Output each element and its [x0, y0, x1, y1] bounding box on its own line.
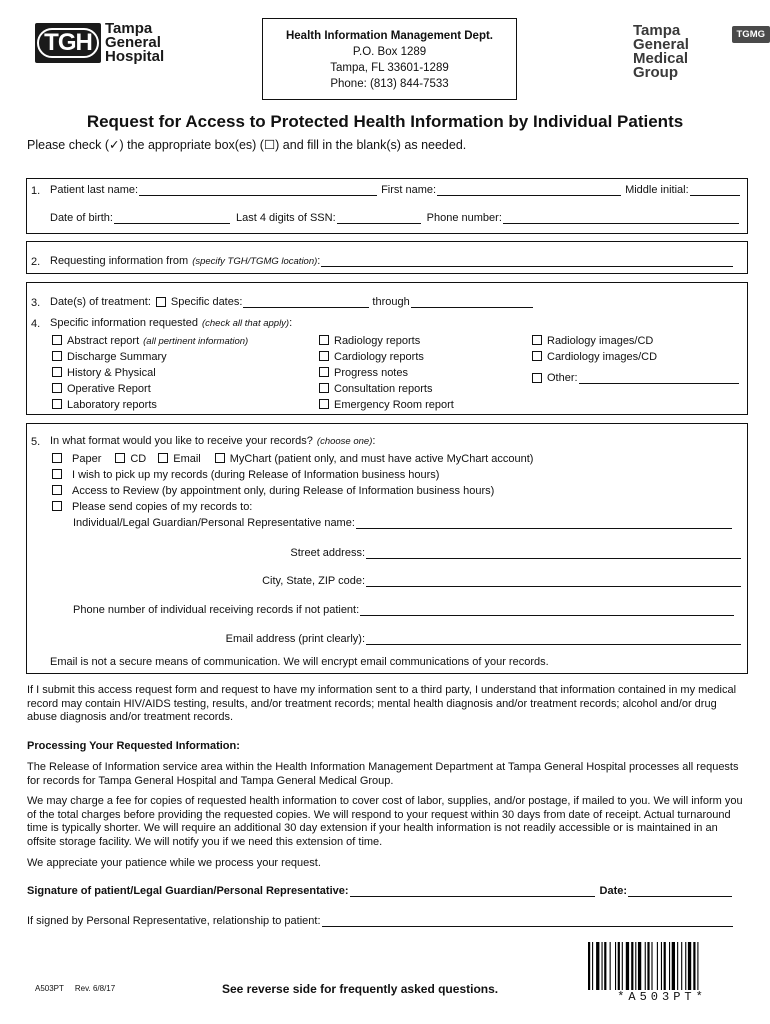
format-label: In what format would you like to receive your records? — [50, 435, 313, 447]
relationship-field[interactable] — [322, 916, 733, 927]
rep-name-field[interactable] — [356, 518, 732, 529]
section-5-number: 5. — [31, 436, 41, 448]
form-code: A503PT Rev. 6/8/17 — [35, 984, 116, 993]
department-address-box — [262, 18, 517, 100]
email-checkbox[interactable] — [158, 453, 168, 463]
radiology-reports-checkbox[interactable] — [319, 335, 329, 345]
email-address-label: Email address (print clearly): — [225, 633, 365, 645]
reverse-side-note: See reverse side for frequently asked questions. — [222, 982, 499, 996]
section-1-number: 1. — [31, 185, 41, 197]
street-label: Street address: — [290, 547, 365, 559]
mychart-checkbox[interactable] — [215, 453, 225, 463]
cardiology-images-checkbox[interactable] — [532, 351, 542, 361]
laboratory-reports-checkbox[interactable] — [52, 399, 62, 409]
first-name-label: First name: — [381, 184, 437, 196]
history-physical-checkbox[interactable] — [52, 367, 62, 377]
department-city: Tampa, FL 33601-1289 — [330, 62, 449, 74]
emergency-room-report-checkbox[interactable] — [319, 399, 329, 409]
department-name: Health Information Management Dept. — [285, 30, 494, 42]
street-field[interactable] — [366, 548, 741, 559]
ssn-label: Last 4 digits of SSN: — [235, 212, 336, 224]
cd-label: CD — [130, 453, 147, 465]
third-party-notice: If I submit this access request form and request to have my information sent to a third party, I understand that information contained in my medical record may contain HIV/AIDS testing, results, and/or treatment records; mental health diagnosis and/or treatment records; alcohol and/or drug abuse diagnosis and/or treatment records. — [27, 684, 737, 723]
signature-label: Signature of patient/Legal Guardian/Personal Representative: — [27, 885, 349, 897]
cd-checkbox[interactable] — [115, 453, 125, 463]
dob-label: Date of birth: — [50, 212, 113, 224]
paper-label: Paper — [72, 453, 102, 465]
section-2-number: 2. — [31, 256, 41, 268]
signature-date-field[interactable] — [628, 886, 732, 897]
access-review-checkbox[interactable] — [52, 485, 62, 495]
through-label: through — [372, 296, 410, 308]
pickup-checkbox[interactable] — [52, 469, 62, 479]
middle-initial-label: Middle initial: — [625, 184, 689, 196]
other-checkbox[interactable] — [532, 373, 542, 383]
cardiology-reports-option[interactable]: Cardiology reports — [319, 351, 424, 363]
date-label: Date: — [599, 885, 628, 897]
email-security-note: Email is not a secure means of communication. We will encrypt email communications of your records. — [50, 656, 549, 668]
processing-heading: Processing Your Requested Information: — [27, 740, 240, 752]
section-patient-info — [26, 178, 748, 234]
consultation-reports-checkbox[interactable] — [319, 383, 329, 393]
other-option[interactable]: Other: — [532, 372, 739, 384]
history-physical-option[interactable]: History & Physical — [52, 367, 156, 379]
email-address-field[interactable] — [366, 634, 741, 645]
end-date-field[interactable] — [411, 297, 533, 308]
city-field[interactable] — [366, 576, 741, 587]
tgmg-logo — [633, 24, 770, 80]
first-name-field[interactable] — [437, 185, 621, 196]
radiology-reports-option[interactable]: Radiology reports — [319, 335, 420, 347]
processing-paragraph-1: The Release of Information service area within the Health Information Management Department at Tampa General Hospital processes all requests for records for Tampa General Hospital and Tampa General Medical Group. — [27, 761, 739, 787]
send-copies-checkbox[interactable] — [52, 501, 62, 511]
relationship-label: If signed by Personal Representative, relationship to patient: — [27, 915, 321, 927]
city-label: City, State, ZIP code: — [262, 575, 365, 587]
abstract-report-checkbox[interactable] — [52, 335, 62, 345]
middle-initial-field[interactable] — [690, 185, 740, 196]
ssn-field[interactable] — [337, 213, 421, 224]
signature-row — [27, 885, 732, 897]
pickup-option[interactable]: I wish to pick up my records (during Release of Information business hours) — [52, 469, 439, 481]
appreciation-note: We appreciate your patience while we process your request. — [27, 857, 321, 869]
operative-report-checkbox[interactable] — [52, 383, 62, 393]
recipient-phone-field[interactable] — [360, 605, 734, 616]
section-requesting-from: 2. Requesting information from (specify TGH/TGMG location) : — [26, 241, 748, 274]
progress-notes-checkbox[interactable] — [319, 367, 329, 377]
section-4-number: 4. — [31, 318, 41, 330]
instructions: Please check (✓) the appropriate box(es) (☐) and fill in the blank(s) as needed. — [27, 138, 467, 152]
cardiology-images-option[interactable]: Cardiology images/CD — [532, 351, 657, 363]
access-review-option[interactable]: Access to Review (by appointment only, during Release of Information business hours) — [52, 485, 494, 497]
consultation-reports-option[interactable]: Consultation reports — [319, 383, 432, 395]
phone-field[interactable] — [503, 213, 739, 224]
laboratory-reports-option[interactable]: Laboratory reports — [52, 399, 157, 411]
tgmg-badge: TGMG — [732, 26, 770, 43]
barcode — [588, 942, 736, 990]
department-po-box: P.O. Box 1289 — [352, 46, 427, 58]
relationship-row — [27, 915, 733, 927]
specific-dates-checkbox[interactable] — [156, 297, 166, 307]
specific-info-hint: (check all that apply) — [201, 318, 290, 329]
progress-notes-option[interactable]: Progress notes — [319, 367, 408, 379]
section-3-number: 3. — [31, 297, 41, 309]
tgmg-logo-name: Tampa General Medical Group — [633, 22, 689, 81]
discharge-summary-checkbox[interactable] — [52, 351, 62, 361]
send-copies-option[interactable]: Please send copies of my records to: — [52, 501, 252, 513]
abstract-report-option[interactable]: Abstract report (all pertinent information) — [52, 335, 248, 347]
last-name-label: Patient last name: — [50, 184, 139, 196]
radiology-images-checkbox[interactable] — [532, 335, 542, 345]
mychart-label: MyChart (patient only, and must have active MyChart account) — [229, 453, 534, 465]
tgh-logo-name: Tampa General Hospital — [105, 20, 165, 65]
emergency-room-report-option[interactable]: Emergency Room report — [319, 399, 454, 411]
page-title: Request for Access to Protected Health Information by Individual Patients — [86, 112, 684, 131]
tgh-logo — [35, 22, 164, 64]
rep-name-label: Individual/Legal Guardian/Personal Representative name: — [73, 517, 355, 529]
format-options-row — [52, 453, 533, 465]
specific-dates-label: Specific dates: — [170, 296, 243, 308]
requesting-from-hint: (specify TGH/TGMG location) — [192, 256, 318, 267]
other-field[interactable] — [579, 373, 739, 384]
discharge-summary-option[interactable]: Discharge Summary — [52, 351, 167, 363]
last-name-field[interactable] — [139, 185, 377, 196]
email-label: Email — [173, 453, 201, 465]
processing-paragraph-2: We may charge a fee for copies of requested health information to cover cost of labor, supplies, and/or postage, if mailed to you. We will inform you of the total charges before providing the requested copies. We will respond to your request within 30 days from date of receipt. Actual turnaround time is typically shorter. We will require an additional 30 day extension if your health information is not readily accessible or is maintained in an offsite storage facility. We will notify you if we need this extension of time. — [27, 795, 743, 848]
signature-field[interactable] — [350, 886, 595, 897]
section-delivery-format: 5. In what format would you like to receive your records? (choose one) : Paper CD Email MyChart (patient only, and must have active MyChart account) I wish to pick up my records (during Release of Information business hours) Access to Review (by appointment only, during Release of Information business hours) Please send copies of my records to: Individual/Legal Guardian/Personal Representative name: Street address: City, State, ZIP code: Phone number of individual receiving records if not patient: Email address (print clearly): Email is not a secure means of communication. We will encrypt email communications of your records. — [26, 423, 748, 674]
paper-checkbox[interactable] — [52, 453, 62, 463]
recipient-phone-label: Phone number of individual receiving records if not patient: — [73, 604, 360, 616]
section-treatment-details: 3. Date(s) of treatment: Specific dates: through 4. Specific information requested (check all that apply) : Abstract report (all pertinent information) Discharge Summary History & Physical Operative Report Laboratory reports Radiology reports Cardiology reports Progress notes Consultation reports Emergency Room report Radiology images/CD Cardiology images/CD Other: — [26, 282, 748, 415]
start-date-field[interactable] — [243, 297, 369, 308]
cardiology-reports-checkbox[interactable] — [319, 351, 329, 361]
dob-field[interactable] — [114, 213, 230, 224]
tgh-logo-mark: TGH — [35, 23, 101, 63]
radiology-images-option[interactable]: Radiology images/CD — [532, 335, 653, 347]
specific-info-label: Specific information requested — [50, 317, 198, 329]
department-phone: Phone: (813) 844-7533 — [330, 78, 449, 90]
phone-label: Phone number: — [426, 212, 502, 224]
requesting-from-field[interactable] — [321, 256, 733, 267]
requesting-from-label: Requesting information from — [50, 255, 189, 267]
barcode-label: *A503PT* — [617, 990, 707, 1004]
treatment-dates-label: Date(s) of treatment: — [50, 296, 151, 308]
operative-report-option[interactable]: Operative Report — [52, 383, 151, 395]
format-hint: (choose one) — [316, 436, 373, 447]
